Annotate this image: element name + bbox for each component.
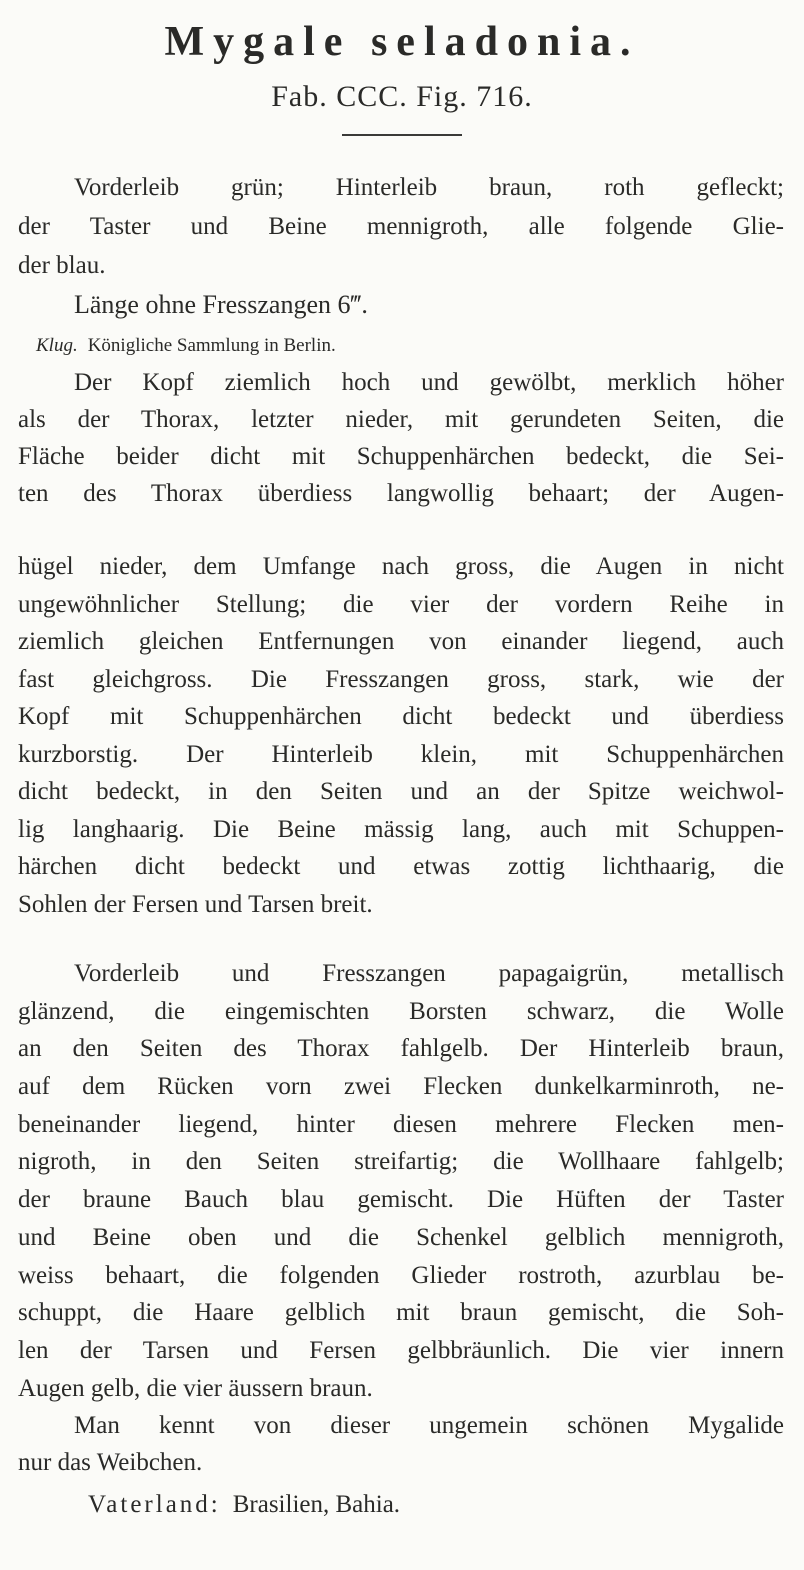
text-line: Fläche beider dicht mit Schuppenhärchen bedeckt, die Sei- (18, 443, 784, 470)
description-paragraph-part1 (18, 364, 784, 512)
text-line: und Beine oben und die Schenkel gelblich mennigroth, (18, 1223, 784, 1251)
text-line: kurzborstig. Der Hinterleib klein, mit Schuppenhärchen (18, 740, 784, 768)
text-line: hügel nieder, dem Umfange nach gross, die Augen in nicht (18, 553, 784, 580)
diagnosis-paragraph (18, 168, 784, 285)
remark-paragraph (18, 1407, 784, 1481)
text-line: lig langhaarig. Die Beine mässig lang, auch mit Schuppen- (18, 815, 784, 843)
description-paragraph-part2 (18, 548, 784, 923)
text-line: nigroth, in den Seiten streifartig; die Wollhaare fahlgelb; (18, 1148, 784, 1176)
coloration-paragraph (18, 955, 784, 1407)
text-line: fast gleichgross. Die Fresszangen gross, stark, wie der (18, 665, 784, 693)
text-line: ungewöhnlicher Stellung; die vier der vordern Reihe in (18, 590, 784, 618)
text-line: len der Tarsen und Fersen gelbbräunlich. Die vier innern (18, 1336, 784, 1364)
text-line: Vorderleib und Fresszangen papagaigrün, metallisch (74, 960, 784, 987)
length-measurement: Länge ohne Fresszangen 6‴. (74, 290, 368, 319)
source-author: Klug. (36, 335, 78, 356)
plate-reference: Fab. CCC. Fig. 716. (271, 80, 533, 113)
specimen-source (36, 331, 336, 361)
text-line: nur das Weibchen. (18, 1449, 203, 1476)
source-collection: Königliche Sammlung in Berlin. (87, 335, 336, 356)
title-divider (342, 134, 462, 136)
text-line: glänzend, die eingemischten Borsten schwarz, die Wolle (18, 997, 784, 1025)
text-line: ziemlich gleichen Entfernungen von einander liegend, auch (18, 628, 784, 655)
text-line: härchen dicht bedeckt und etwas zottig lichthaarig, die (18, 853, 784, 880)
text-line: als der Thorax, letzter nieder, mit gerundeten Seiten, die (18, 406, 784, 433)
text-line: Kopf mit Schuppenhärchen dicht bedeckt und überdiess (18, 703, 784, 730)
homeland-line (88, 1487, 400, 1523)
text-line: der braune Bauch blau gemischt. Die Hüften der Taster (18, 1186, 784, 1214)
text-line: Augen gelb, die vier äussern braun. (18, 1374, 373, 1402)
text-line: der blau. (18, 252, 106, 279)
text-line: der Taster und Beine mennigroth, alle folgende Glie- (18, 213, 784, 240)
text-line: Vorderleib grün; Hinterleib braun, roth gefleckt; (74, 174, 784, 201)
text-line: an den Seiten des Thorax fahlgelb. Der Hinterleib braun, (18, 1035, 784, 1063)
text-line: weiss behaart, die folgenden Glieder rostroth, azurblau be- (18, 1261, 784, 1289)
text-line: dicht bedeckt, in den Seiten und an der Spitze weichwol- (18, 778, 784, 805)
text-line: Der Kopf ziemlich hoch und gewölbt, merklich höher (74, 369, 784, 396)
text-line: schuppt, die Haare gelblich mit braun gemischt, die Soh- (18, 1299, 784, 1327)
homeland-label: Vaterland: (88, 1491, 221, 1518)
text-line: Man kennt von dieser ungemein schönen Mygalide (74, 1412, 784, 1439)
text-line: ten des Thorax überdiess langwollig behaart; der Augen- (18, 480, 784, 507)
text-line: beneinander liegend, hinter diesen mehrere Flecken men- (18, 1110, 784, 1138)
species-title: Mygale seladonia. (164, 19, 640, 65)
homeland-value: Brasilien, Bahia. (232, 1491, 401, 1518)
text-line: Sohlen der Fersen und Tarsen breit. (18, 890, 373, 918)
text-line: auf dem Rücken vorn zwei Flecken dunkelkarminroth, ne- (18, 1073, 784, 1101)
